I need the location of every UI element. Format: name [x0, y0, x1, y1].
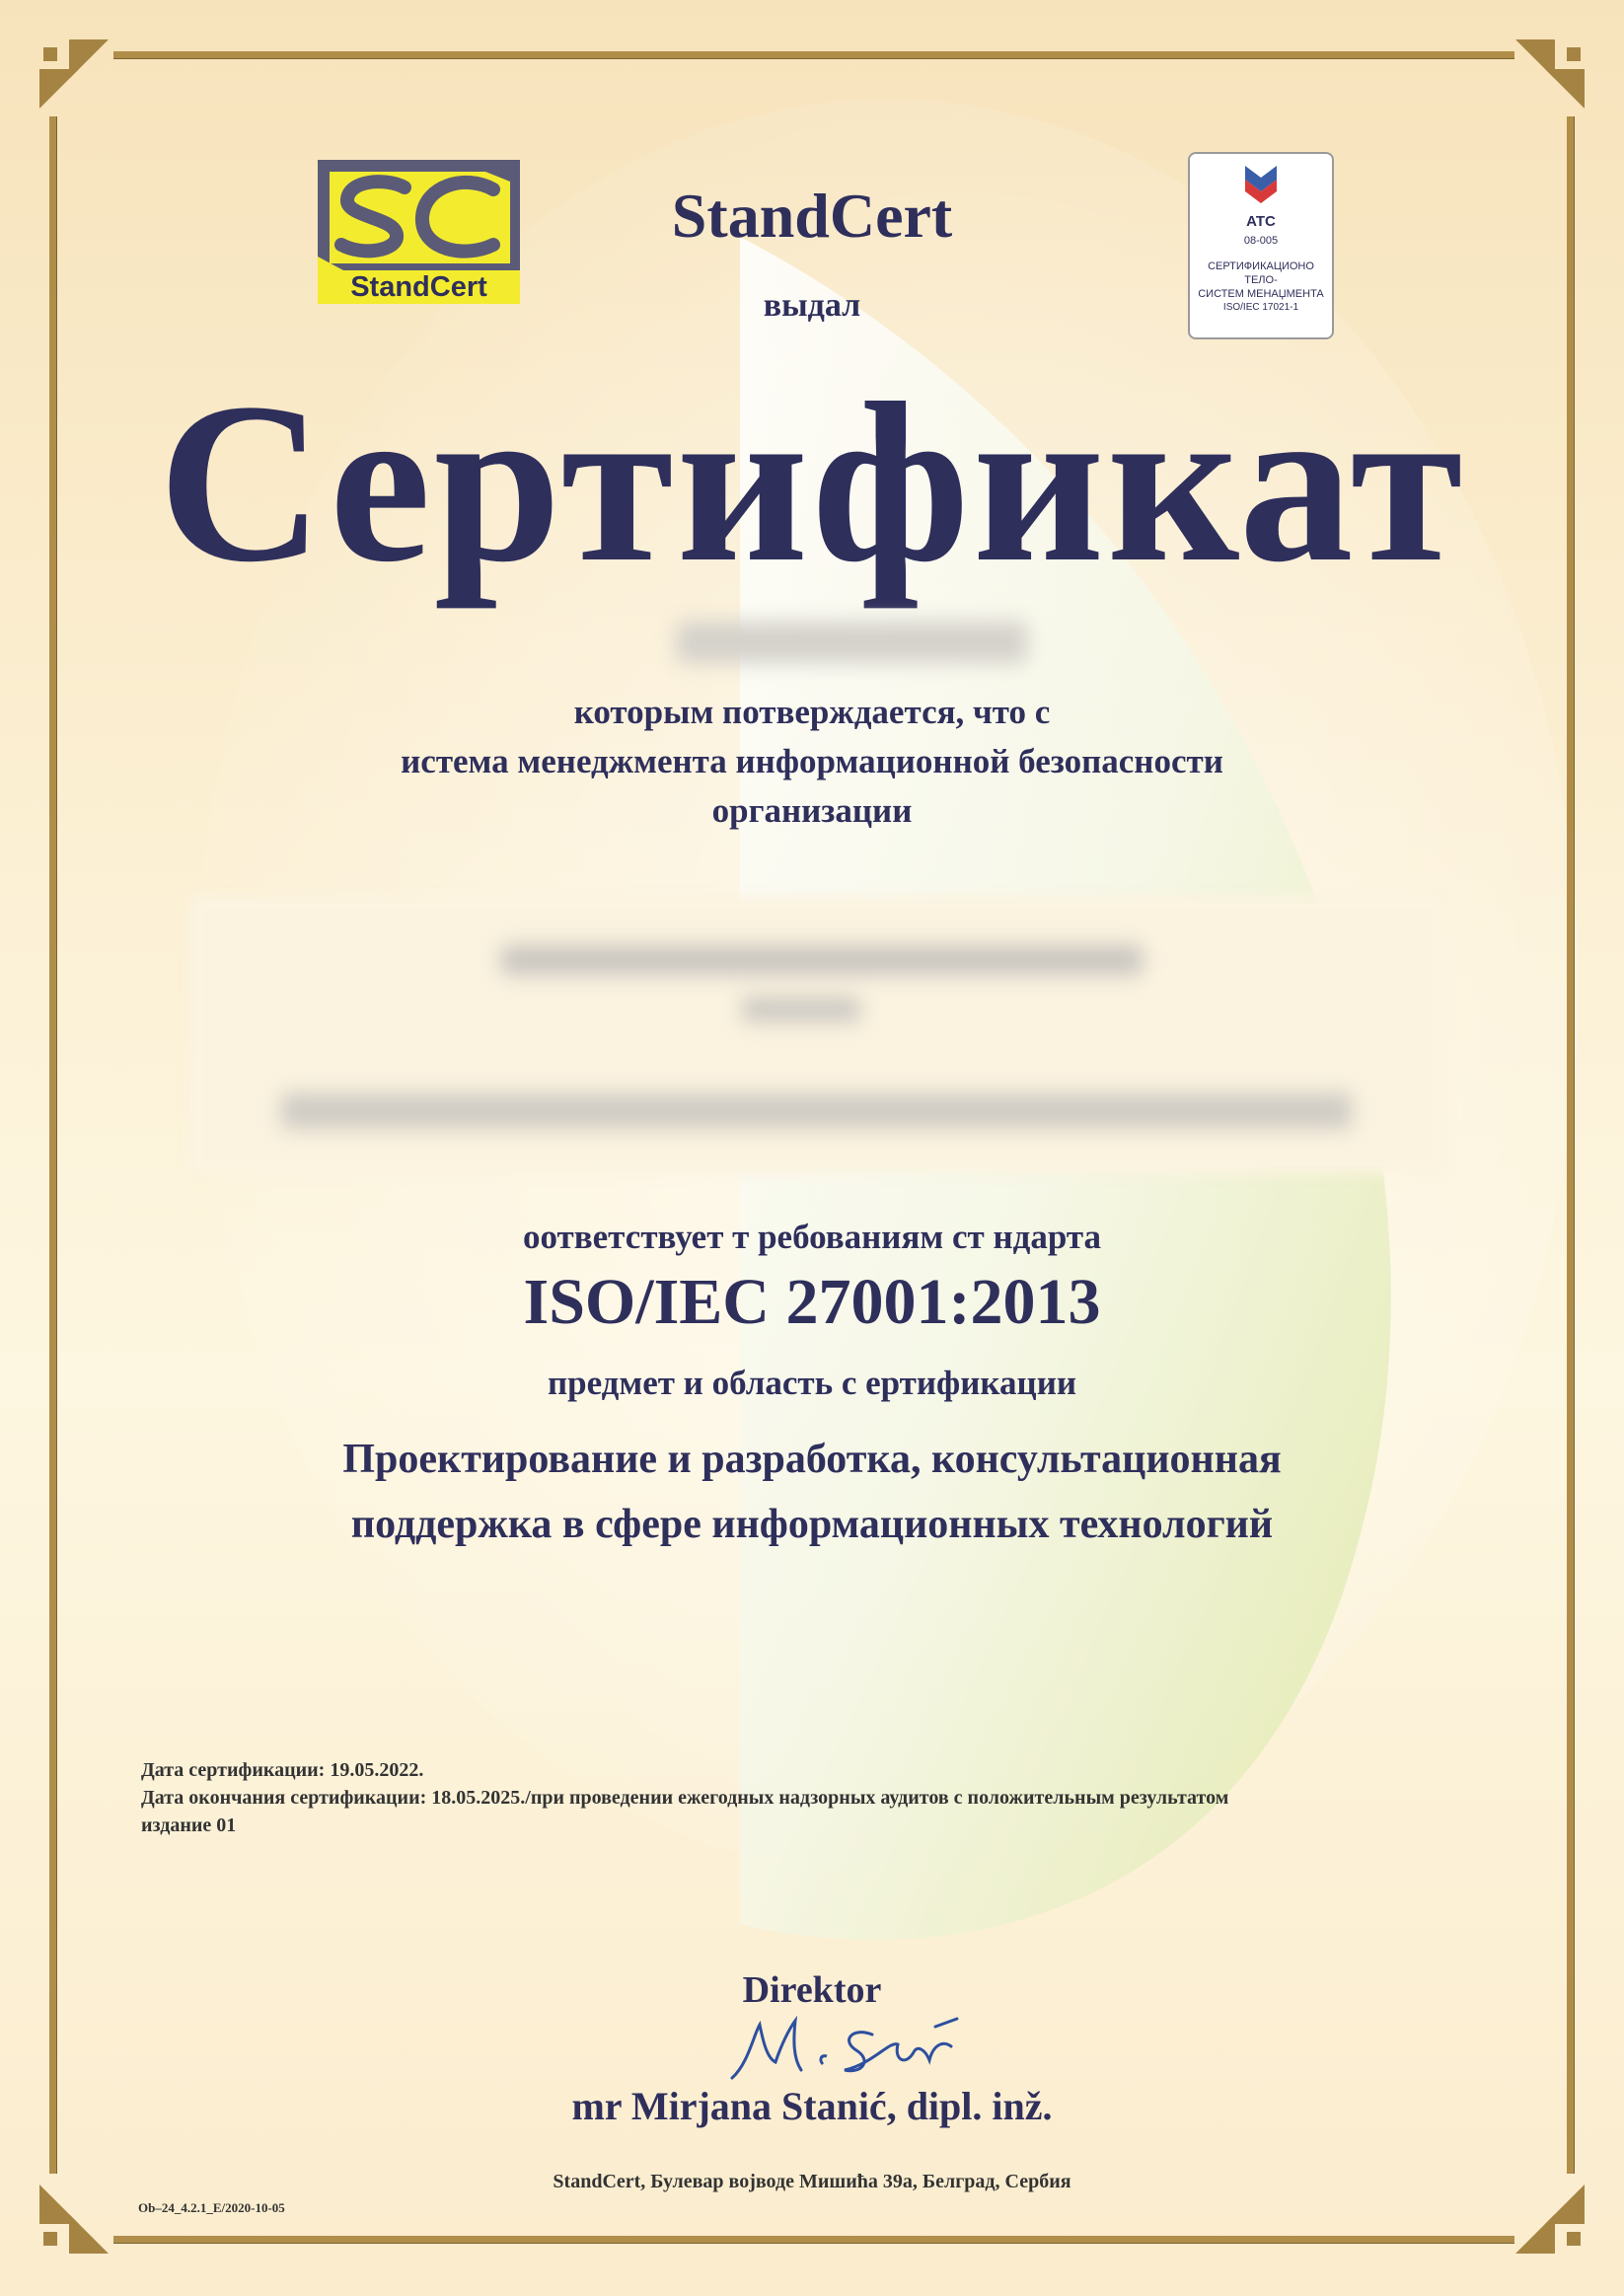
footer-address: StandCert, Булевар војводе Мишића 39а, Белград, Сербия [553, 2171, 1071, 2192]
accreditation-mark: ATC [1246, 213, 1276, 230]
signatory-title: Direktor [742, 1969, 882, 2011]
scope-line-2: поддержка в сфере информационных технологий [350, 1502, 1274, 1547]
frame-bottom [113, 2236, 1514, 2243]
corner-ornament-top-left [39, 39, 111, 111]
scope-line-1: Проектирование и разработка, консультационная [342, 1437, 1282, 1482]
standard-name: ISO/IEC 27001:2013 [523, 1266, 1101, 1338]
accreditation-number: 08-005 [1243, 235, 1279, 247]
redacted-organization-address [281, 1093, 1352, 1129]
statement-line-3: организации [711, 791, 913, 830]
redacted-organization [189, 896, 1444, 1174]
accreditation-line-1: СЕРТИФИКАЦИОНО [1208, 260, 1314, 272]
signature [724, 2005, 981, 2088]
corner-ornament-top-right [1513, 39, 1585, 111]
conformity-statement: оответствует т ребованиям ст ндарта [523, 1218, 1101, 1256]
accreditation-line-2: ТЕЛО- [1244, 274, 1278, 286]
edition: издание 01 [141, 1815, 237, 1836]
issuer-name: StandCert [671, 181, 953, 251]
accreditation-badge [1188, 152, 1334, 339]
statement-line-1: которым потверждается, что с [573, 693, 1051, 731]
accreditation-line-4: ISO/IEC 17021-1 [1222, 302, 1299, 313]
redacted-organization-name [501, 945, 1143, 975]
signatory-name: mr Mirjana Stanić, dipl. inž. [571, 2084, 1053, 2128]
certification-date: Дата сертификации: 19.05.2022. [141, 1759, 424, 1781]
logo-wordmark: StandCert [350, 271, 487, 303]
statement-line-2: истема менеджмента информационной безопасности [401, 742, 1223, 780]
certificate-title: Сертификат [158, 356, 1466, 610]
issued-word: выдал [763, 287, 861, 324]
expiry-date: Дата окончания сертификации: 18.05.2025./при проведении ежегодных надзорных аудитов с положительным результатом [141, 1787, 1229, 1809]
accreditation-line-3: СИСТЕМ МЕНАЏМЕНТА [1198, 288, 1324, 300]
document-code: Ob–24_4.2.1_E/2020-10-05 [138, 2200, 285, 2215]
frame-top [113, 51, 1514, 58]
scope-heading: предмет и область с ертификации [547, 1364, 1077, 1402]
redacted-certificate-number [677, 622, 1027, 663]
redacted-organization-form [742, 997, 860, 1022]
atc-mark-icon [1237, 162, 1285, 207]
